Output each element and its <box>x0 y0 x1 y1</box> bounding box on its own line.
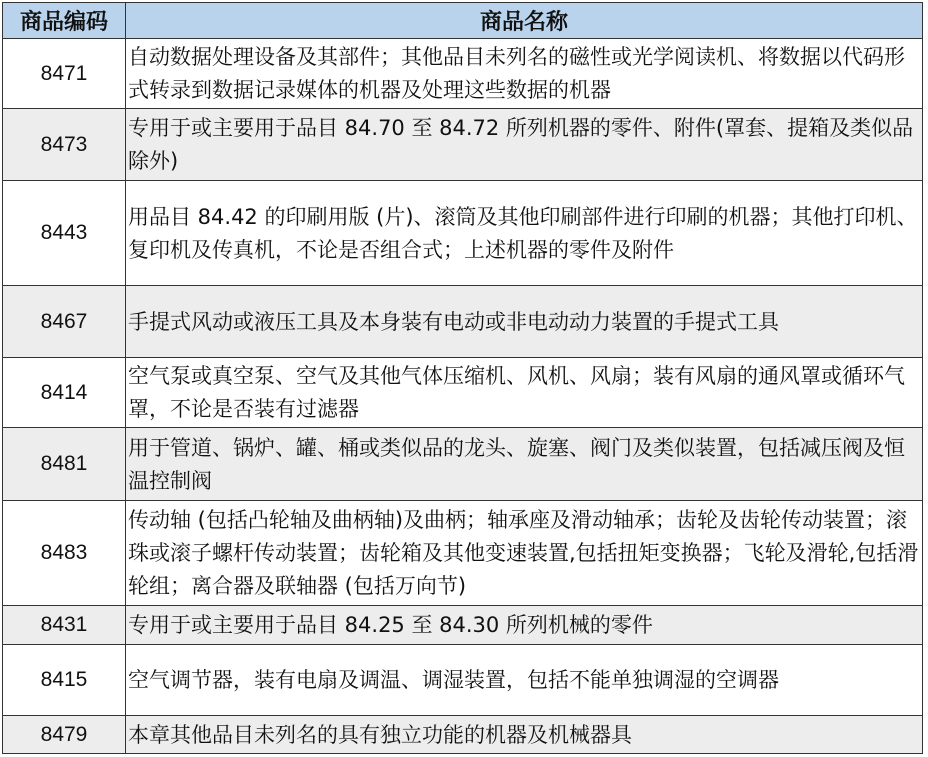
table-row <box>3 716 923 754</box>
commodity-name: 空气泵或真空泵、空气及其他气体压缩机、风机、风扇；装有风扇的通风罩或循环气罩，不论是否装有过滤器 <box>126 358 923 428</box>
commodity-name: 传动轴 (包括凸轮轴及曲柄轴)及曲柄；轴承座及滑动轴承；齿轮及齿轮传动装置；滚珠或滚子螺杆传动装置；齿轮箱及其他变速装置,包括扭矩变换器；飞轮及滑轮,包括滑轮组；离合器及联轴器 (包括万向节) <box>126 501 923 606</box>
table-row <box>3 606 923 645</box>
commodity-name: 自动数据处理设备及其部件；其他品目未列名的磁性或光学阅读机、将数据以代码形式转录到数据记录媒体的机器及处理这些数据的机器 <box>126 39 923 109</box>
table-row <box>3 645 923 716</box>
commodity-code: 8473 <box>3 109 126 181</box>
commodity-code: 8483 <box>3 501 126 606</box>
header-row <box>3 3 923 39</box>
commodity-name: 用品目 84.42 的印刷用版 (片)、滚筒及其他印刷部件进行印刷的机器；其他打印机、复印机及传真机，不论是否组合式；上述机器的零件及附件 <box>126 181 923 286</box>
commodity-name: 专用于或主要用于品目 84.25 至 84.30 所列机械的零件 <box>126 606 923 645</box>
commodity-name: 空气调节器，装有电扇及调温、调湿装置，包括不能单独调湿的空调器 <box>126 645 923 716</box>
header-name: 商品名称 <box>126 3 923 39</box>
commodity-name: 用于管道、锅炉、罐、桶或类似品的龙头、旋塞、阀门及类似装置，包括减压阀及恒温控制阀 <box>126 428 923 501</box>
hs-code-table <box>2 2 923 754</box>
header-code: 商品编码 <box>3 3 126 39</box>
table-row <box>3 109 923 181</box>
commodity-code: 8443 <box>3 181 126 286</box>
table-row <box>3 428 923 501</box>
table-row <box>3 181 923 286</box>
commodity-name: 本章其他品目未列名的具有独立功能的机器及机械器具 <box>126 716 923 754</box>
commodity-code: 8481 <box>3 428 126 501</box>
commodity-code: 8479 <box>3 716 126 754</box>
table-row <box>3 358 923 428</box>
table-row <box>3 286 923 358</box>
commodity-code: 8471 <box>3 39 126 109</box>
commodity-code: 8414 <box>3 358 126 428</box>
commodity-code: 8431 <box>3 606 126 645</box>
commodity-code: 8415 <box>3 645 126 716</box>
commodity-name: 专用于或主要用于品目 84.70 至 84.72 所列机器的零件、附件(罩套、提箱及类似品除外) <box>126 109 923 181</box>
table-row <box>3 501 923 606</box>
commodity-name: 手提式风动或液压工具及本身装有电动或非电动动力装置的手提式工具 <box>126 286 923 358</box>
commodity-code: 8467 <box>3 286 126 358</box>
table-row <box>3 39 923 109</box>
